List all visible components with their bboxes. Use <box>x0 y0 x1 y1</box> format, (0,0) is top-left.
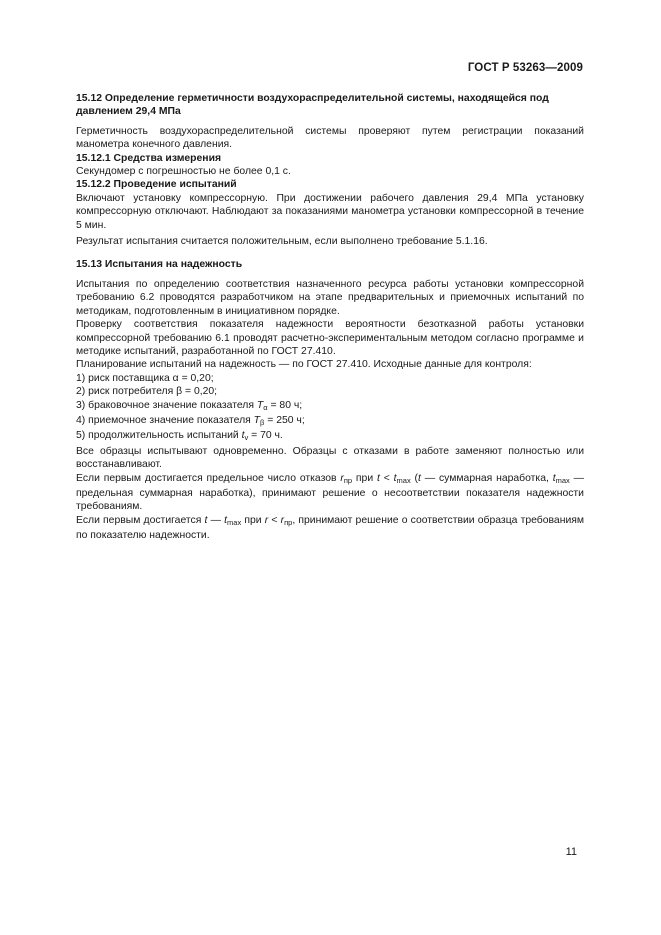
list-item-3: 3) браковочное значение показателя $T_\alpha = 80$ ч; <box>76 399 303 412</box>
subsection-15-12-1-text: Секундомер с погрешностью не более 0,1 с. <box>76 166 291 178</box>
reliability-paragraph-5: Если первым достигается предельное число отказов $r_{пр}$ при $t < t_{max}$ (t — суммарная наработка, $t_{max}$ — предельная суммарная наработка), принимают решение о несоответствии показателя надежности требованиям. <box>76 472 585 513</box>
page-number: 11 <box>565 846 577 858</box>
subsection-15-12-1-title: 15.12.1 Средства измерения <box>76 152 222 164</box>
reliability-paragraph-6: Если первым достигается t — $t_{max}$ при $r < r_{пр}$, принимают решение о соответствии образца требованиям по показателю надежности. <box>76 514 585 542</box>
reliability-paragraph-2: Проверку соответствия показателя надежности вероятности безотказной работы установки компрессорной требованию 6.1 проводят расчетно-экспериментальным методом согласно программе и методике испытаний, разработанной по ГОСТ 27.410. <box>76 319 584 357</box>
reliability-paragraph-4: Все образцы испытывают одновременно. Образцы с отказами в работе заменяют полностью или восстанавливают. <box>76 445 584 471</box>
section-15-13-title: 15.13 Испытания на надежность <box>76 259 243 271</box>
standard-header: ГОСТ Р 53263—2009 <box>467 62 583 74</box>
section-15-12-paragraph: Герметичность воздухораспределительной системы проверяют путем регистрации показаний манометра конечного давления. <box>76 125 584 151</box>
document-body <box>76 92 584 543</box>
reliability-paragraph-1: Испытания по определению соответствия назначенного ресурса работы установки компрессорной требованию 6.2 проводятся разработчиком на этапе предварительных и приемочных испытаний по методикам, подготовленным в инициативном порядке. <box>76 278 584 317</box>
list-item-2: 2) риск потребителя β = 0,20; <box>76 386 218 398</box>
list-item-1: 1) риск поставщика α = 0,20; <box>76 372 214 384</box>
subsection-15-12-2-text: Включают установку компрессорную. При достижении рабочего давления 29,4 МПа установку компрессорную отключают. Наблюдают за показаниями манометра установки компрессорной в течение 5 мин. <box>76 192 584 231</box>
list-item-4: 4) приемочное значение показателя $T_\beta = 250$ ч; <box>76 414 305 427</box>
subsection-15-12-2-title: 15.12.2 Проведение испытаний <box>76 179 237 191</box>
result-statement: Результат испытания считается положительным, если выполнено требование 5.1.16. <box>76 236 488 248</box>
section-15-12-title: 15.12 Определение герметичности воздухораспределительной системы, находящейся под давлением 29,4 МПа <box>76 93 549 118</box>
reliability-paragraph-3: Планирование испытаний на надежность — по ГОСТ 27.410. Исходные данные для контроля: <box>76 359 532 371</box>
list-item-5: 5) продолжительность испытаний $t_v = 70$ ч. <box>76 430 283 443</box>
